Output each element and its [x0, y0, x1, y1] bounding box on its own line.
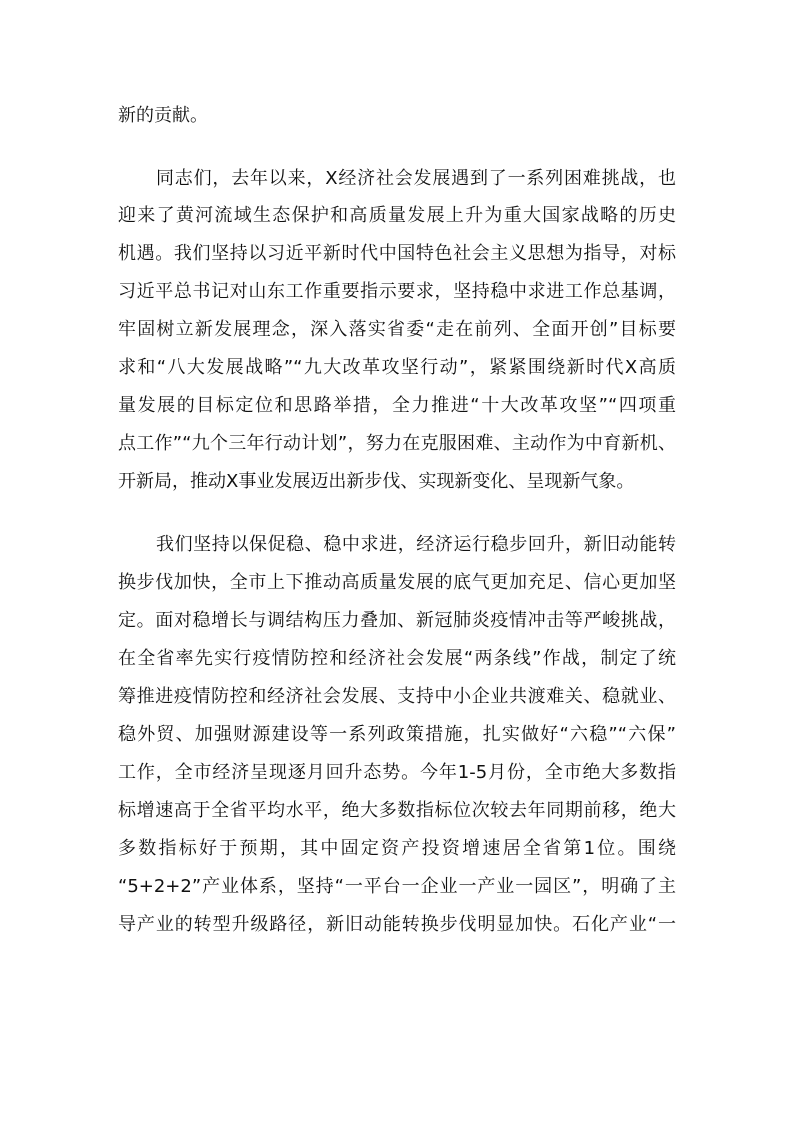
- text-line: 在全省率先实行疫情防控和经济社会发展“两条线”作战，制定了统: [118, 648, 676, 669]
- text-line: 工作，全市经济呈现逐月回升态势。今年1-5月份，全市绝大多数指: [118, 762, 676, 783]
- text-line: 迎来了黄河流域生态保护和高质量发展上升为重大国家战略的历史: [118, 205, 676, 226]
- text-line: 习近平总书记对山东工作重要指示要求，坚持稳中求进工作总基调，: [118, 281, 676, 302]
- text-line: “5+2+2”产业体系，坚持“一平台一企业一产业一园区”，明确了主: [118, 876, 676, 897]
- text-line: 求和“八大发展战略”“九大改革攻坚行动”，紧紧围绕新时代X高质: [118, 357, 676, 378]
- text-line: 机遇。我们坚持以习近平新时代中国特色社会主义思想为指导，对标: [118, 243, 676, 264]
- text-line: 筹推进疫情防控和经济社会发展、支持中小企业共渡难关、稳就业、: [118, 686, 676, 707]
- paragraph-first-line: 同志们，去年以来，X经济社会发展遇到了一系列困难挑战，也: [156, 168, 676, 189]
- text-line: 开新局，推动X事业发展迈出新步伐、实现新变化、呈现新气象。: [118, 471, 635, 492]
- text-line: 换步伐加快，全市上下推动高质量发展的底气更加充足、信心更加坚: [118, 572, 676, 593]
- text-line: 多数指标好于预期，其中固定资产投资增速居全省第1位。围绕: [118, 838, 676, 859]
- text-line: 新的贡献。: [118, 105, 208, 126]
- text-line: 标增速高于全省平均水平，绝大多数指标位次较去年同期前移，绝大: [118, 800, 676, 821]
- paragraph-first-line: 我们坚持以保促稳、稳中求进，经济运行稳步回升，新旧动能转: [156, 534, 676, 555]
- text-line: 量发展的目标定位和思路举措，全力推进“十大改革攻坚”“四项重: [118, 395, 676, 416]
- text-line: 定。面对稳增长与调结构压力叠加、新冠肺炎疫情冲击等严峻挑战，: [118, 610, 676, 631]
- text-line: 点工作”“九个三年行动计划”，努力在克服困难、主动作为中育新机、: [118, 433, 676, 454]
- text-line: 稳外贸、加强财源建设等一系列政策措施，扎实做好“六稳”“六保”: [118, 724, 676, 745]
- text-line: 导产业的转型升级路径，新旧动能转换步伐明显加快。石化产业“一: [118, 914, 676, 935]
- text-line: 牢固树立新发展理念，深入落实省委“走在前列、全面开创”目标要: [118, 319, 676, 340]
